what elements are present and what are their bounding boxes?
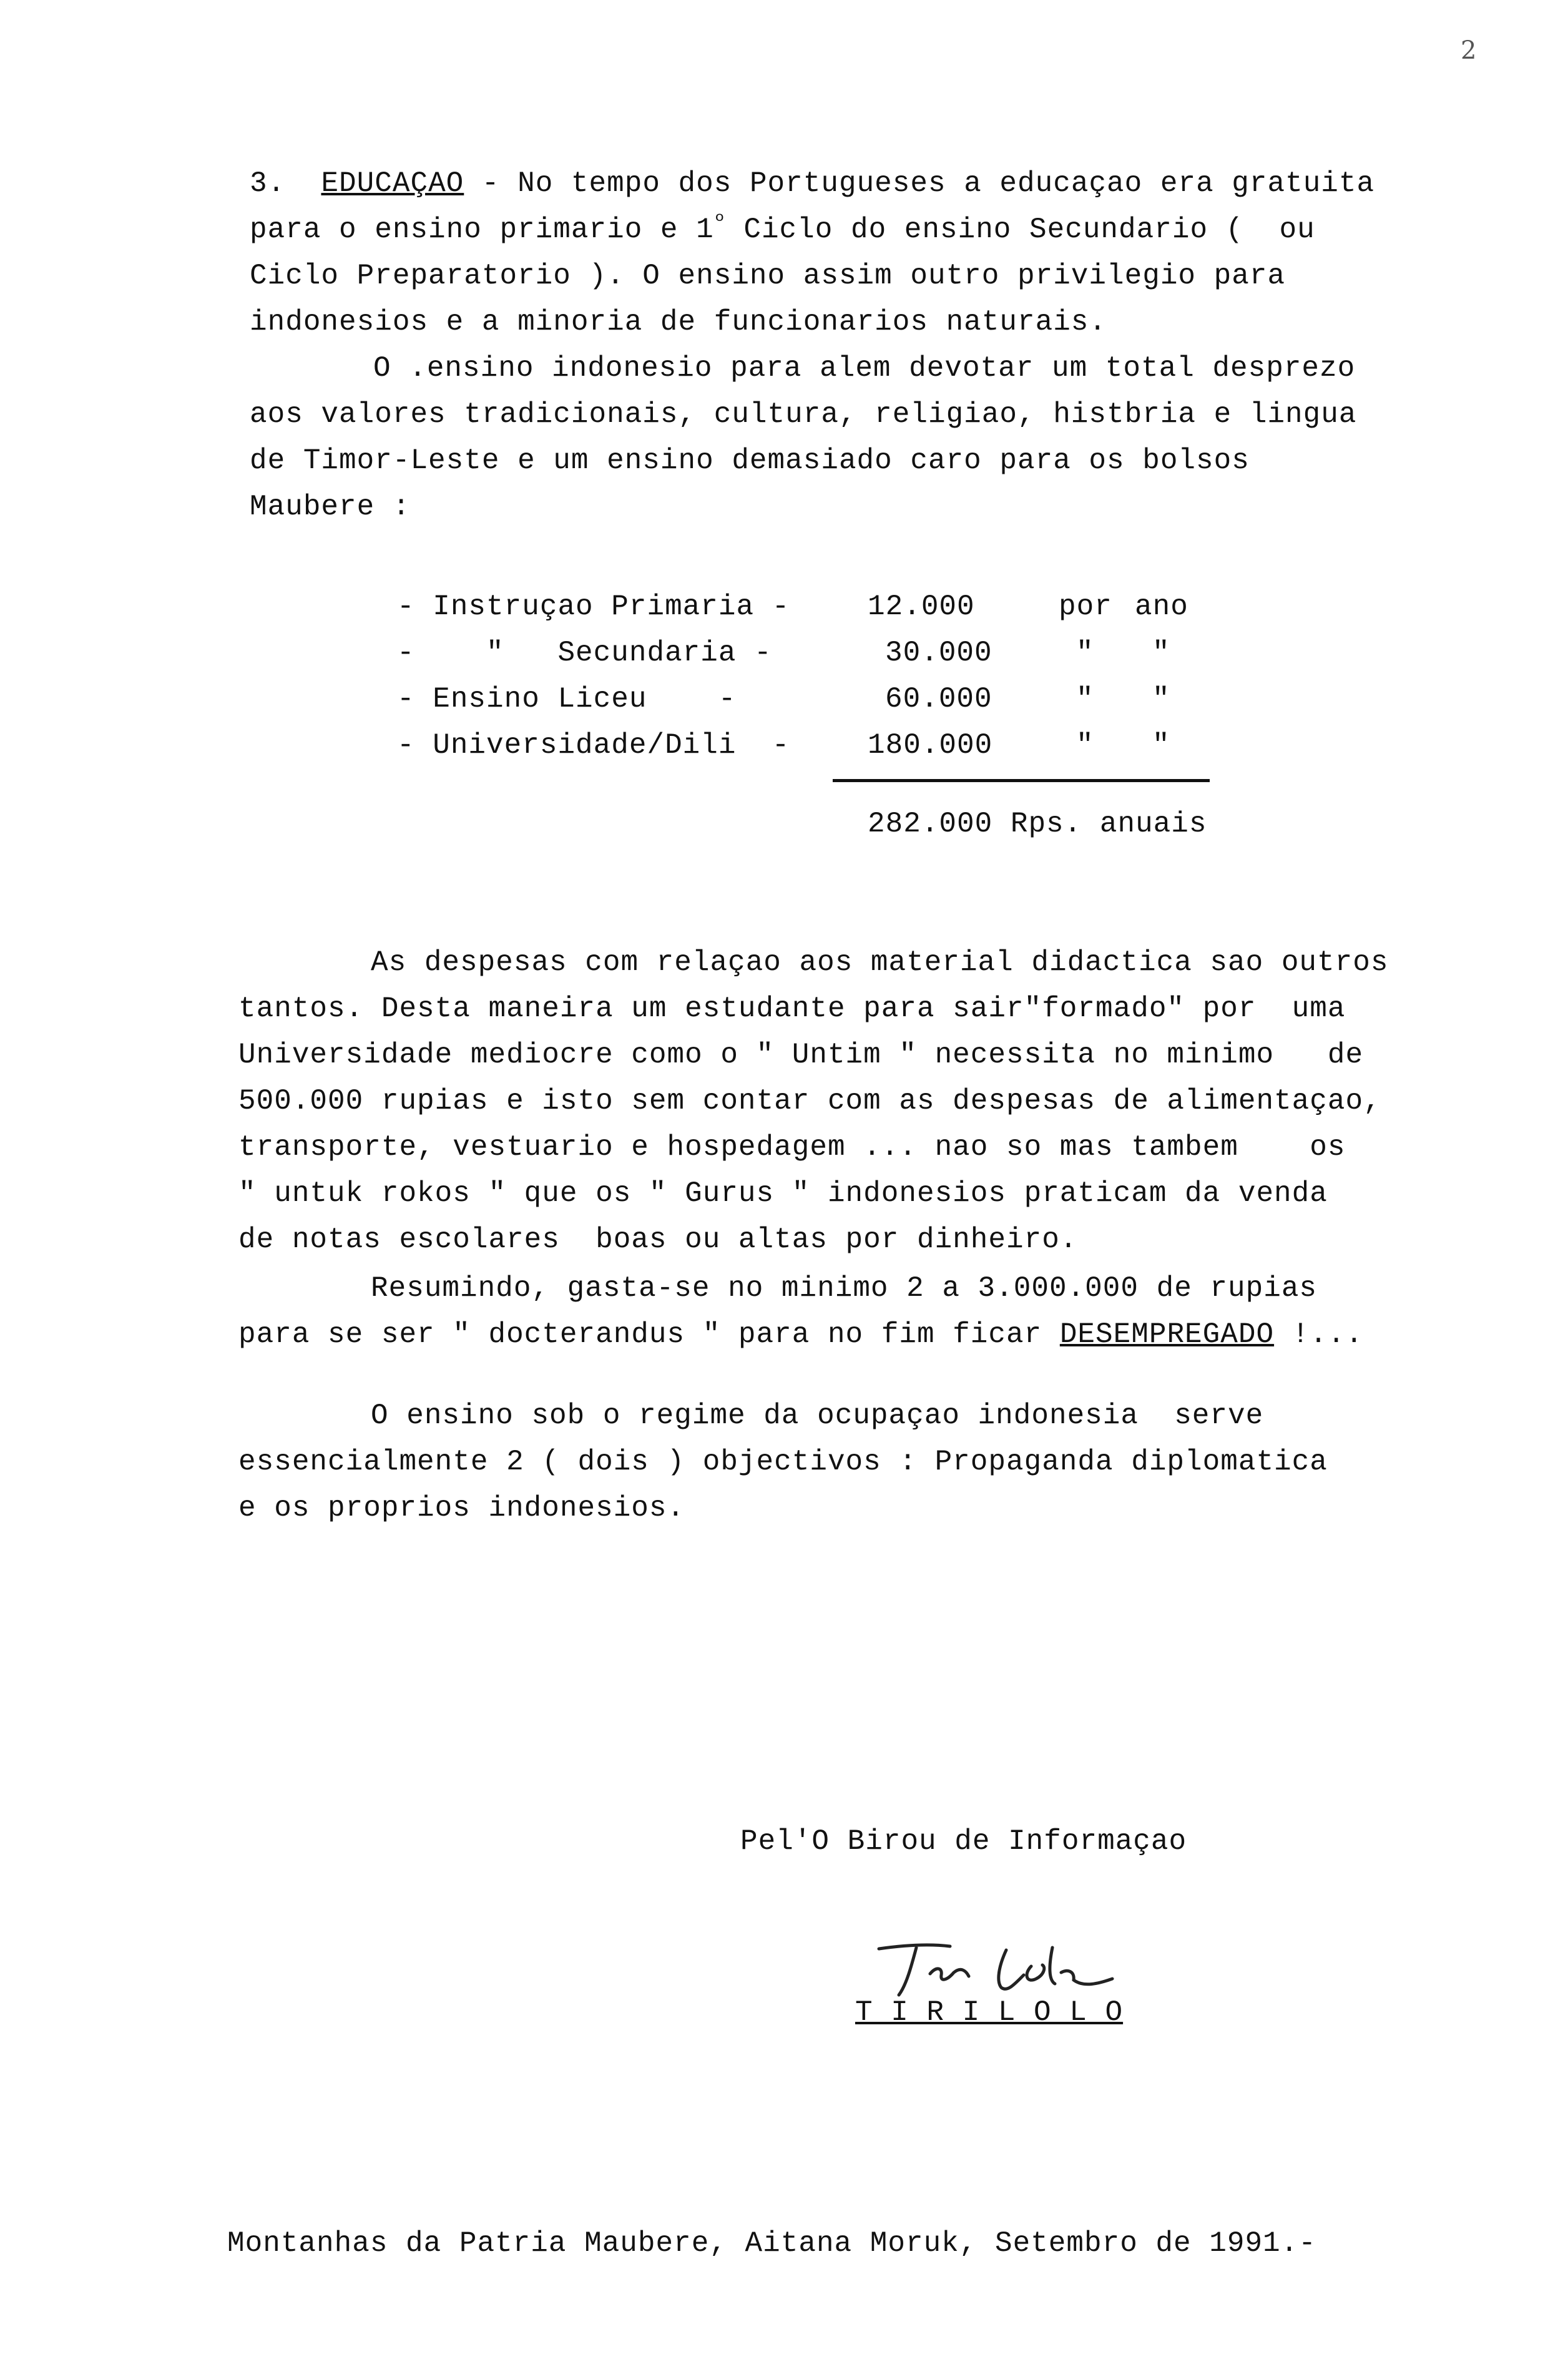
unemployed-emphasis: DESEMPREGADO [1059,1318,1275,1351]
paragraph-2-line-3: de Timor-Leste e um ensino demasiado caro para os bolsos [250,444,1250,477]
paragraph-3-line-3: Universidade mediocre como o " Untim " necessita no minimo de [238,1039,1364,1071]
paragraph-1-line-3: Ciclo Preparatorio ). O ensino assim outro privilegio para [250,260,1286,292]
paragraph-5-line-3: e os proprios indonesios. [238,1492,685,1524]
paragraph-3-line-1: As despesas com relaçao aos material didactica sao outros [371,946,1389,979]
cost-row-label: - Ensino Liceu - [397,683,737,715]
paragraph-3-line-4: 500.000 rupias e isto sem contar com as despesas de alimentaçao, [238,1085,1381,1117]
cost-row-unit: ano [1135,591,1188,623]
cost-row-value: 30.000 [885,637,992,669]
paragraph-3-line-5: transporte, vestuario e hospedagem ... nao so mas tambem os [238,1131,1346,1164]
cost-row-label: - Instruçao Primaria - [397,591,790,623]
place-and-date: Montanhas da Patria Maubere, Aitana Moruk, Setembro de 1991.- [227,2227,1316,2260]
paragraph-4-line-1: Resumindo, gasta-se no minimo 2 a 3.000.000 de rupias [371,1272,1318,1305]
cost-total: 282.000 Rps. anuais [868,808,1207,840]
cost-row-label: - " Secundaria - [397,637,772,669]
cost-row-label: - Universidade/Dili - [397,729,790,762]
cost-row-unit: " [1152,637,1170,669]
cost-row-unit: " [1152,683,1170,715]
cost-row-unit: " [1076,683,1094,715]
paragraph-3-line-7: de notas escolares boas ou altas por dinheiro. [238,1223,1078,1256]
paragraph-2-line-2: aos valores tradicionais, cultura, religiao, histbria e lingua [250,398,1357,431]
signature-name: T I R I L O L O [855,1996,1124,2029]
paragraph-3-line-2: tantos. Desta maneira um estudante para sair"formado" por uma [238,992,1346,1025]
paragraph-2-line-1: O .ensino indonesio para alem devotar um total desprezo [373,352,1356,385]
section-heading: EDUCAÇAO [321,167,464,200]
paragraph-2-line-4: Maubere : [250,491,411,523]
cost-row-unit: " [1076,729,1094,762]
cost-row-unit: por [1059,591,1112,623]
paragraph-4-line-2: para se ser " docterandus " para no fim ficar DESEMPREGADO !... [238,1318,1364,1351]
handwritten-signature [868,1923,1192,2004]
cost-row-value: 60.000 [885,683,992,715]
cost-row-value: 12.000 [868,591,975,623]
section-heading-line [250,166,1374,201]
paragraph-1-line-1: - No tempo dos Portugueses a educaçao era gratuita [464,167,1375,200]
cost-row-value: 180.000 [868,729,993,762]
cost-row-unit: " [1076,637,1094,669]
paragraph-1-line-2: para o ensino primario e $1^º$ Ciclo do ensino Secundario ( ou [250,212,1315,246]
section-number: 3. [250,167,286,200]
paragraph-3-line-6: " untuk rokos " que os " Gurus " indonesios praticam da venda [238,1177,1328,1210]
total-rule [833,779,1210,782]
cost-row-unit: " [1152,729,1170,762]
sender-line: Pel'O Birou de Informaçao [740,1825,1187,1858]
paragraph-1-line-4: indonesios e a minoria de funcionarios naturais. [250,306,1107,338]
paragraph-5-line-1: O ensino sob o regime da ocupaçao indonesia serve [371,1399,1264,1432]
corner-page-mark: 2 [1461,36,1477,65]
paragraph-5-line-2: essencialmente 2 ( dois ) objectivos : Propaganda diplomatica [238,1446,1328,1478]
